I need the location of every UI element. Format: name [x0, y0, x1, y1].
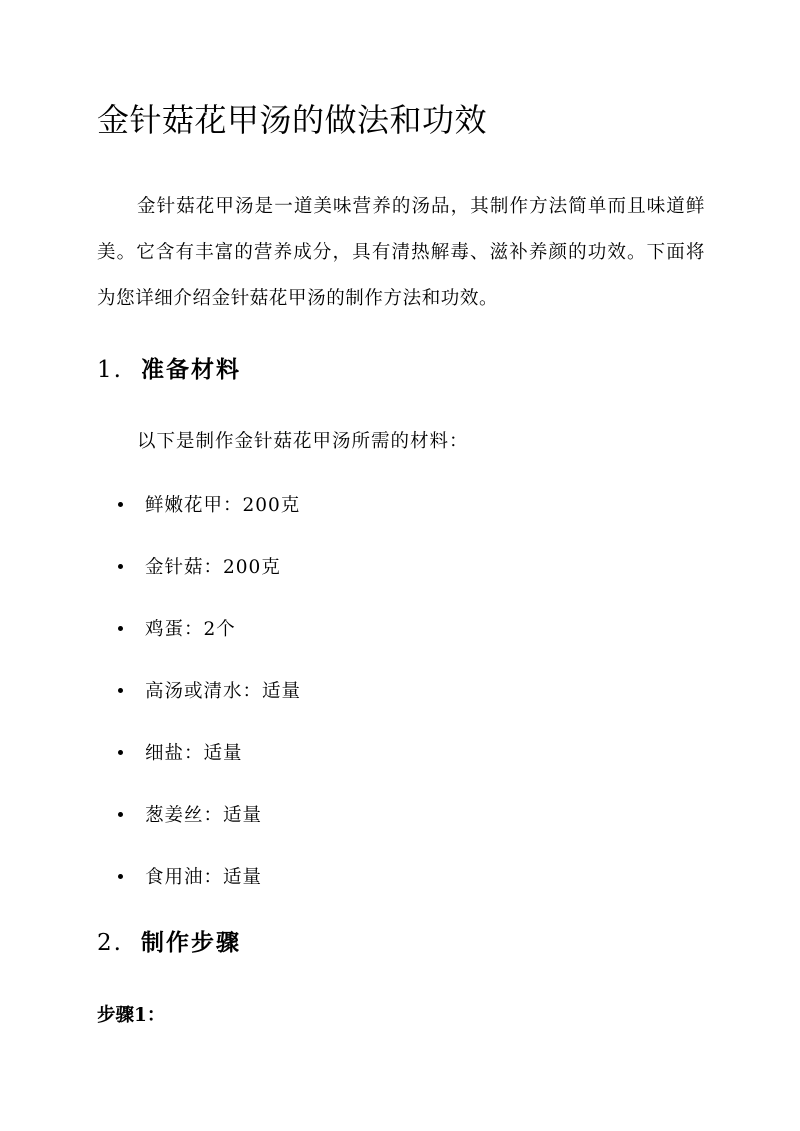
section-title: 准备材料 — [141, 356, 241, 383]
section-heading-steps — [97, 925, 241, 961]
list-item — [118, 612, 236, 644]
section-number: 2. — [97, 930, 123, 956]
bullet-dot-icon — [118, 688, 123, 693]
list-item-text: 食用油：适量 — [145, 867, 263, 888]
list-item — [118, 736, 243, 768]
bullet-dot-icon — [118, 812, 123, 817]
list-item — [118, 550, 281, 582]
list-item — [118, 488, 300, 520]
list-item-text: 葱姜丝：适量 — [145, 805, 263, 826]
intro-paragraph: 金针菇花甲汤是一道美味营养的汤品，其制作方法简单而且味道鲜美。它含有丰富的营养成分，具有清热解毒、滋补养颜的功效。下面将为您详细介绍金针菇花甲汤的制作方法和功效。 — [97, 196, 705, 309]
bullet-dot-icon — [118, 874, 123, 879]
section-title: 制作步骤 — [141, 929, 241, 956]
bullet-dot-icon — [118, 564, 123, 569]
ingredients-lead: 以下是制作金针菇花甲汤所需的材料： — [137, 431, 469, 452]
list-item-text: 鸡蛋：2个 — [145, 619, 236, 640]
list-item — [118, 674, 301, 706]
step-label: 步骤1： — [97, 1005, 166, 1026]
list-item — [118, 798, 262, 830]
list-item-text: 细盐：适量 — [145, 743, 243, 764]
list-item-text: 金针菇：200克 — [145, 557, 281, 578]
list-item-text: 高汤或清水：适量 — [145, 681, 302, 702]
section-heading-ingredients — [97, 352, 241, 388]
bullet-dot-icon — [118, 626, 123, 631]
section-number: 1. — [97, 357, 123, 383]
page-title: 金针菇花甲汤的做法和功效 — [97, 101, 488, 139]
bullet-dot-icon — [118, 750, 123, 755]
list-item — [118, 860, 262, 892]
list-item-text: 鲜嫩花甲：200克 — [145, 495, 301, 516]
bullet-dot-icon — [118, 502, 123, 507]
